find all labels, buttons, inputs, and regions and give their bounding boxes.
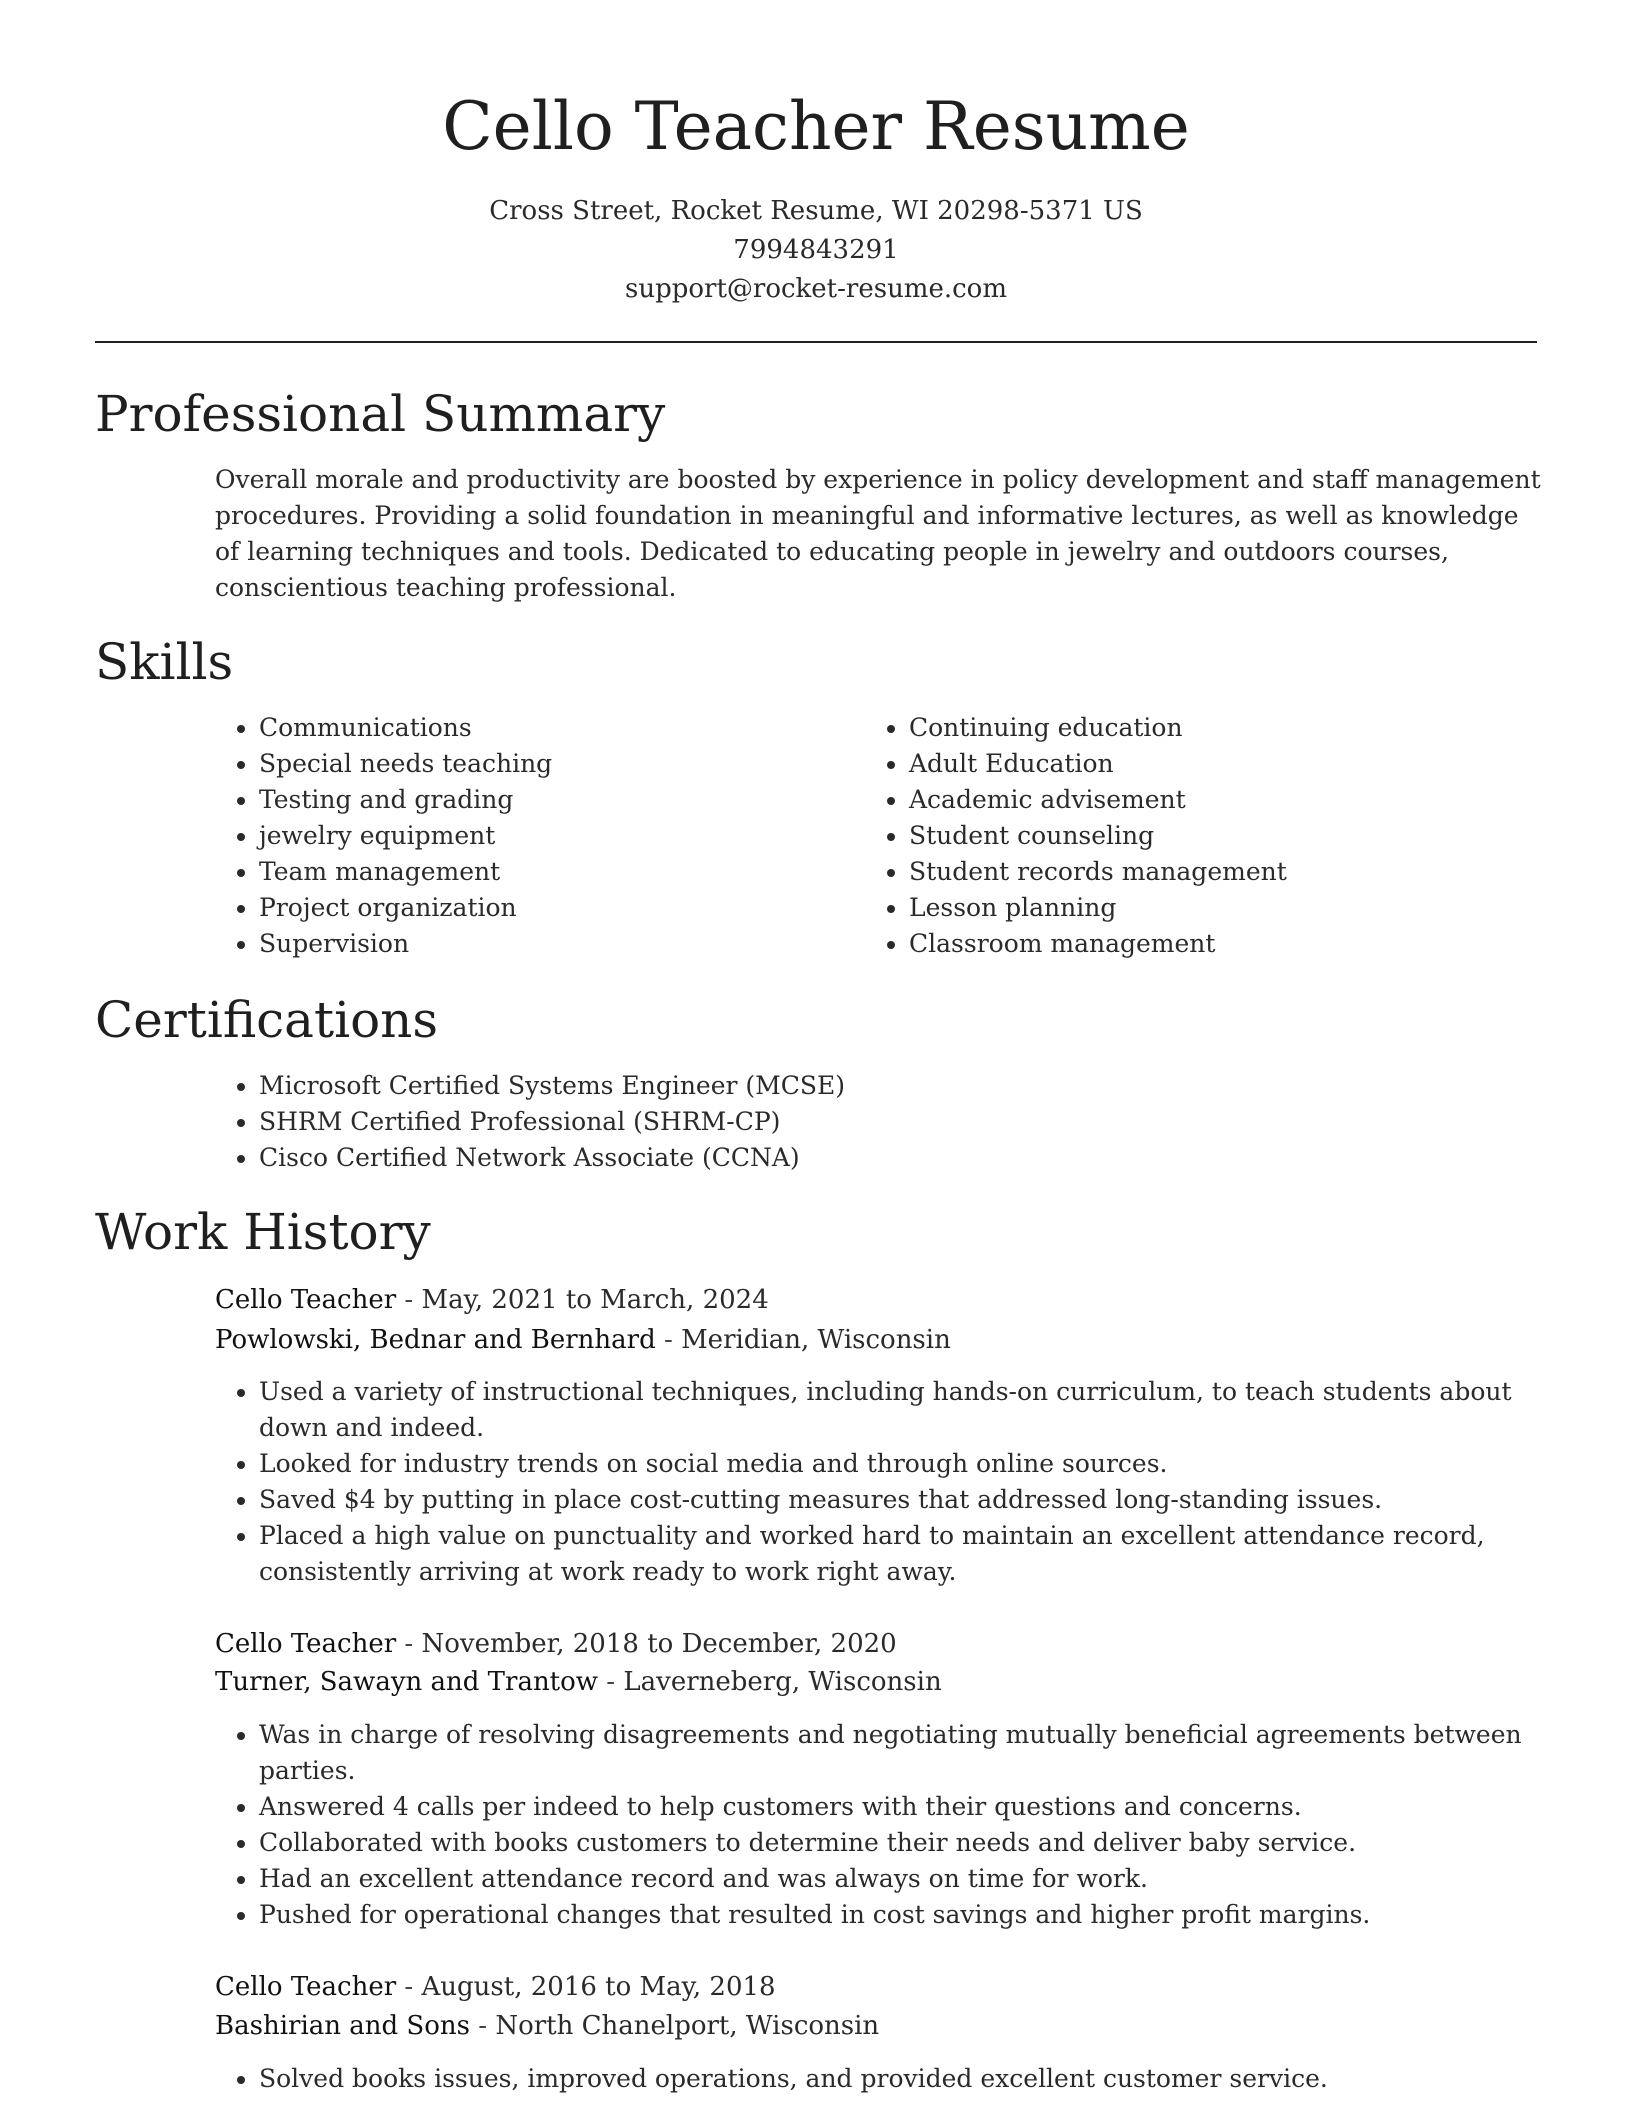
skill-item: • Project organization xyxy=(259,890,859,926)
job-bullets xyxy=(215,1374,1545,1590)
skills-list-right xyxy=(865,710,1549,962)
job-company-line xyxy=(215,2006,879,2046)
job-bullets xyxy=(215,2061,1545,2097)
certification-item: • SHRM Certified Professional (SHRM-CP) xyxy=(259,1104,1559,1140)
job-bullet: • Answered 4 calls per indeed to help customers with their questions and concerns. xyxy=(259,1789,1545,1825)
skill-item: • jewelry equipment xyxy=(259,818,859,854)
certifications-heading: Certifications xyxy=(95,991,439,1049)
skill-item: • Supervision xyxy=(259,926,859,962)
job-dates: August, 2016 to May, 2018 xyxy=(421,1972,776,2002)
contact-address: Cross Street, Rocket Resume, WI 20298-5371 US xyxy=(489,196,1143,226)
job-bullet: • Used a variety of instructional techniques, including hands-on curriculum, to teach students about down and indeed. xyxy=(259,1374,1545,1446)
skill-item: • Adult Education xyxy=(909,746,1549,782)
header-divider xyxy=(95,341,1537,343)
job-role: Cello Teacher xyxy=(215,1972,397,2002)
job-location: North Chanelport, Wisconsin xyxy=(495,2011,880,2041)
job-dates: May, 2021 to March, 2024 xyxy=(421,1285,769,1315)
job-dates: November, 2018 to December, 2020 xyxy=(421,1629,897,1659)
job-title-line xyxy=(215,1967,776,2007)
skill-item: • Testing and grading xyxy=(259,782,859,818)
job-bullets xyxy=(215,1717,1545,1933)
skill-item: • Team management xyxy=(259,854,859,890)
job-separator: - xyxy=(655,1325,682,1355)
job-bullet: • Had an excellent attendance record and was always on time for work. xyxy=(259,1861,1545,1897)
job-company: Turner, Sawayn and Trantow xyxy=(215,1667,599,1697)
job-company: Bashirian and Sons xyxy=(215,2011,470,2041)
job-bullet: • Looked for industry trends on social media and through online sources. xyxy=(259,1446,1545,1482)
contact-phone: 7994843291 xyxy=(733,235,899,265)
skill-item: • Student records management xyxy=(909,854,1549,890)
skills-heading: Skills xyxy=(95,633,234,691)
job-role: Cello Teacher xyxy=(215,1285,397,1315)
job-separator: - xyxy=(396,1629,422,1659)
job-separator: - xyxy=(469,2011,496,2041)
skill-item: • Classroom management xyxy=(909,926,1549,962)
job-separator: - xyxy=(396,1972,422,2002)
job-title-line xyxy=(215,1280,769,1320)
certifications-list xyxy=(215,1068,1559,1176)
work-history-heading: Work History xyxy=(95,1203,431,1261)
skill-item: • Special needs teaching xyxy=(259,746,859,782)
resume-title: Cello Teacher Resume xyxy=(442,88,1190,165)
job-separator: - xyxy=(598,1667,624,1697)
job-location: Meridian, Wisconsin xyxy=(681,1325,951,1355)
resume-header xyxy=(95,82,1537,309)
certification-item: • Microsoft Certified Systems Engineer (MCSE) xyxy=(259,1068,1559,1104)
skill-item: • Communications xyxy=(259,710,859,746)
skill-item: • Student counseling xyxy=(909,818,1549,854)
skill-item: • Continuing education xyxy=(909,710,1549,746)
job-bullet: • Collaborated with books customers to determine their needs and deliver baby service. xyxy=(259,1825,1545,1861)
job-bullet: • Saved $4 by putting in place cost-cutting measures that addressed long-standing issues. xyxy=(259,1482,1545,1518)
summary-text: Overall morale and productivity are boosted by experience in policy development and staff management procedures. Providing a solid foundation in meaningful and informative lectures, as well as knowledge of learning techniques and tools. Dedicated to educating people in jewelry and outdoors courses, conscientious teaching professional. xyxy=(215,465,1541,602)
skill-item: • Academic advisement xyxy=(909,782,1549,818)
job-bullet: • Pushed for operational changes that resulted in cost savings and higher profit margins. xyxy=(259,1897,1545,1933)
contact-block xyxy=(95,192,1537,309)
skill-item: • Lesson planning xyxy=(909,890,1549,926)
job-title-line xyxy=(215,1624,897,1664)
job-company: Powlowski, Bednar and Bernhard xyxy=(215,1325,656,1355)
job-company-line xyxy=(215,1320,951,1360)
job-bullet: • Was in charge of resolving disagreements and negotiating mutually beneficial agreements between parties. xyxy=(259,1717,1545,1789)
job-location: Laverneberg, Wisconsin xyxy=(623,1667,942,1697)
skills-list-left xyxy=(215,710,859,962)
certification-item: • Cisco Certified Network Associate (CCNA) xyxy=(259,1140,1559,1176)
summary-heading: Professional Summary xyxy=(95,385,666,443)
contact-email: support@rocket-resume.com xyxy=(624,274,1007,304)
job-role: Cello Teacher xyxy=(215,1629,397,1659)
job-bullet: • Placed a high value on punctuality and worked hard to maintain an excellent attendance record, consistently arriving at work ready to work right away. xyxy=(259,1518,1545,1590)
job-separator: - xyxy=(396,1285,422,1315)
job-company-line xyxy=(215,1662,942,1702)
job-bullet: • Solved books issues, improved operations, and provided excellent customer service. xyxy=(259,2061,1545,2097)
